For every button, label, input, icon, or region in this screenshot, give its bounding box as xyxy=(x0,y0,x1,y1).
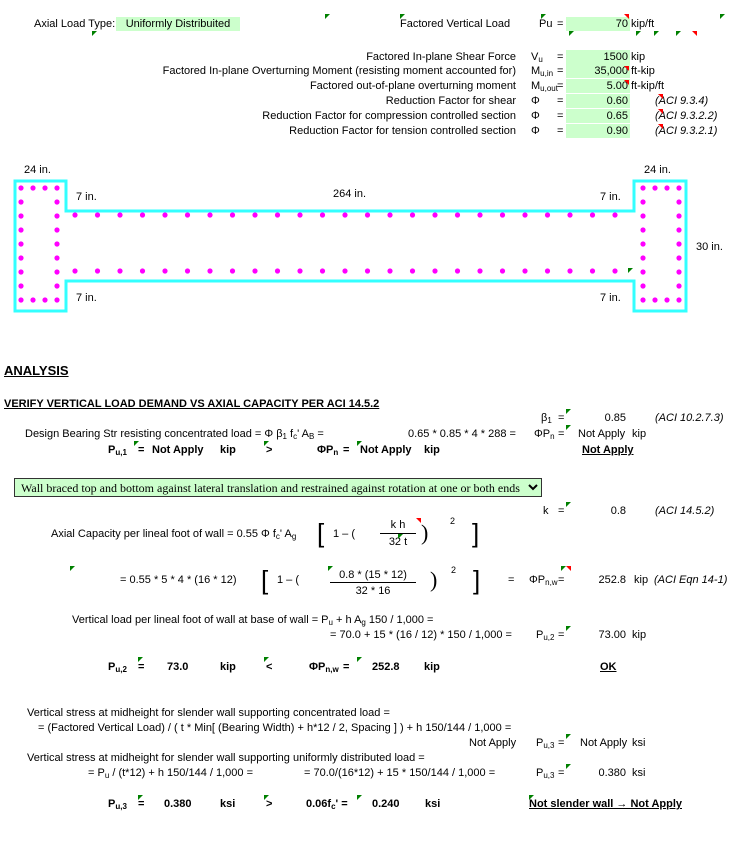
formula-one: 1 – ( xyxy=(333,528,356,540)
cell-marker xyxy=(70,566,75,571)
rebar-dot xyxy=(18,213,23,218)
rebar-dot xyxy=(95,268,100,273)
axial-load-type-label: Axial Load Type: xyxy=(34,18,116,30)
cell-marker xyxy=(264,657,269,662)
rebar-dot xyxy=(545,268,550,273)
cmp2-compare: < xyxy=(266,661,273,673)
input-eq: = xyxy=(557,80,564,92)
cell-marker xyxy=(566,566,571,571)
input-value[interactable]: 0.65 xyxy=(566,109,630,123)
rebar-dot xyxy=(117,268,122,273)
calc-prefix: = 0.55 * 5 * 4 * (16 * 12) xyxy=(120,574,237,586)
cell-marker xyxy=(720,14,725,19)
rebar-dot xyxy=(432,268,437,273)
rebar-dot xyxy=(230,268,235,273)
cmp3-limit-value: 0.240 xyxy=(372,798,400,810)
rebar-dot xyxy=(42,297,47,302)
analysis-heading: ANALYSIS xyxy=(4,363,69,378)
phipn2-symbol: $\Phi P_n$ xyxy=(317,444,339,457)
input-value[interactable]: 5.00 xyxy=(566,79,630,93)
rebar-dot xyxy=(640,185,645,190)
rebar-dot xyxy=(640,269,645,274)
cmp2-phi-symbol: $\Phi P_{n,w}$ xyxy=(309,661,339,674)
input-value[interactable]: 1500 xyxy=(566,50,630,64)
input-unit: kip xyxy=(631,51,646,63)
rebar-dot xyxy=(612,212,617,217)
cmp2-phi-value: 252.8 xyxy=(372,661,400,673)
phipn2-unit: kip xyxy=(424,444,440,456)
cell-marker xyxy=(357,441,362,446)
rebar-dot xyxy=(640,255,645,260)
cell-marker xyxy=(636,31,641,36)
cmp2-pu-symbol: $P_{u,2}$ xyxy=(108,661,127,674)
rebar-dot xyxy=(320,212,325,217)
check1-result: Not Apply xyxy=(582,444,634,456)
input-label: Factored In-plane Overturning Moment (resisting moment accounted for) xyxy=(162,65,516,77)
pu3b-eq: = xyxy=(558,767,565,779)
rebar-dot xyxy=(640,227,645,232)
rebar-dot xyxy=(54,185,59,190)
rebar-dot xyxy=(252,268,257,273)
beta1-eq: = xyxy=(558,412,565,424)
right-flange-width-label: 24 in. xyxy=(644,164,671,176)
pu3a-unit: ksi xyxy=(632,737,646,749)
cell-marker xyxy=(357,795,362,800)
bearing-calc: 0.65 * 0.85 * 4 * 288 = xyxy=(408,428,516,440)
rebar-dot xyxy=(676,185,681,190)
rebar-dot xyxy=(95,212,100,217)
input-unit: ft-kip xyxy=(631,65,655,77)
cmp3-pu-symbol: $P_{u,3}$ xyxy=(108,798,127,811)
cell-marker xyxy=(561,566,566,571)
cell-marker xyxy=(398,534,403,539)
depth-label: 30 in. xyxy=(696,241,723,253)
pu2-value: 73.00 xyxy=(598,629,626,641)
rebar-dot xyxy=(54,199,59,204)
check3-result: Not slender wall → Not Apply xyxy=(529,798,682,810)
input-unit: ft-kip/ft xyxy=(631,80,665,92)
cell-marker xyxy=(264,441,269,446)
cmp3-pu-eq: = xyxy=(138,798,145,810)
cell-marker xyxy=(624,14,629,19)
input-value[interactable]: 0.90 xyxy=(566,124,630,138)
pu3a-symbol: $P_{u,3}$ xyxy=(536,737,555,750)
cell-marker xyxy=(138,795,143,800)
pu1-symbol: $P_{u,1}$ xyxy=(108,444,127,457)
rebar-dot xyxy=(590,212,595,217)
rebar-dot xyxy=(676,227,681,232)
input-eq: = xyxy=(557,65,564,77)
rebar-dot xyxy=(676,213,681,218)
phipn2-eq: = xyxy=(343,444,350,456)
rebar-dot xyxy=(477,268,482,273)
input-symbol: Φ xyxy=(531,110,540,122)
input-label: Reduction Factor for compression controlled section xyxy=(262,110,516,122)
input-label: Factored out-of-plane overturning moment xyxy=(309,80,516,92)
cmp3-limit-unit: ksi xyxy=(425,798,441,810)
rebar-dot xyxy=(612,268,617,273)
formula-exponent: 2 xyxy=(450,516,456,526)
cmp2-phi-eq: = xyxy=(343,661,350,673)
cell-marker xyxy=(357,657,362,662)
cell-marker xyxy=(325,14,330,19)
pu-value[interactable]: 70 xyxy=(566,17,630,31)
beta1-value: 0.85 xyxy=(604,412,626,424)
rebar-dot xyxy=(640,297,645,302)
axial-capacity-label: Axial Capacity per lineal foot of wall = 0.55 Φ $f_c'$ $A_g$ xyxy=(51,528,297,541)
phipnw-eq: = xyxy=(558,574,565,586)
cell-marker xyxy=(134,441,139,446)
rebar-dot xyxy=(522,268,527,273)
cell-marker xyxy=(264,795,269,800)
cell-marker xyxy=(658,94,663,99)
rebar-dot xyxy=(676,199,681,204)
rebar-dot xyxy=(162,212,167,217)
vs-conc-label: Vertical stress at midheight for slender wall supporting concentrated load = xyxy=(27,707,390,719)
rebar-dot xyxy=(54,255,59,260)
input-ref: (ACI 9.3.2.1) xyxy=(655,125,718,137)
analysis-subheading: VERIFY VERTICAL LOAD DEMAND VS AXIAL CAPACITY PER ACI 14.5.2 xyxy=(4,398,380,410)
rebar-dot xyxy=(500,212,505,217)
input-symbol: Φ xyxy=(531,125,540,137)
rebar-dot xyxy=(410,268,415,273)
rebar-dot xyxy=(275,268,280,273)
phipnw-symbol: $\Phi P_{n,w}$ xyxy=(529,574,558,587)
cell-marker xyxy=(658,109,663,114)
wall-section-diagram xyxy=(0,0,747,330)
rebar-dot xyxy=(365,212,370,217)
rebar-dot xyxy=(387,268,392,273)
pu3b-unit: ksi xyxy=(632,767,646,779)
left-flange-width-label: 24 in. xyxy=(24,164,51,176)
factored-vertical-load-label: Factored Vertical Load xyxy=(400,18,511,30)
cmp3-pu-unit: ksi xyxy=(220,798,236,810)
rebar-dot xyxy=(72,212,77,217)
rebar-dot xyxy=(30,297,35,302)
rebar-dot xyxy=(320,268,325,273)
vs-conc-formula: = (Factored Vertical Load) / ( t * Min[ (Bearing Width) + h*12 / 2, Spacing ] ) + h 150/144 / 1,000 = xyxy=(38,722,512,734)
rebar-dot xyxy=(207,212,212,217)
rebar-dot xyxy=(676,297,681,302)
vs-unif-formula: = $P_u / (t*12) + h$ 150/144 / 1,000 = xyxy=(88,767,253,780)
rebar-dot xyxy=(185,212,190,217)
pu1-value: Not Apply xyxy=(152,444,204,456)
pu2-eq: = xyxy=(558,629,565,641)
rebar-dot xyxy=(676,269,681,274)
rebar-dot xyxy=(18,227,23,232)
vertical-load-calc: = 70.0 + 15 * (16 / 12) * 150 / 1,000 = xyxy=(330,629,512,641)
rebar-dot xyxy=(252,212,257,217)
cell-marker xyxy=(654,31,659,36)
input-label: Reduction Factor for shear xyxy=(385,95,516,107)
cell-marker xyxy=(529,795,534,800)
k-symbol: k xyxy=(543,505,549,517)
cmp2-pu-value: 73.0 xyxy=(167,661,189,673)
cell-marker xyxy=(628,268,633,273)
input-eq: = xyxy=(557,110,564,122)
bearing-label: Design Bearing Str resisting concentrated load = Φ $\beta_1$ $f_c'$ $A_B$ = xyxy=(25,428,324,441)
cell-marker xyxy=(400,14,405,19)
cmp2-phi-unit: kip xyxy=(424,661,440,673)
rebar-dot xyxy=(676,283,681,288)
phipn-value: Not Apply xyxy=(578,428,626,440)
pu1-compare: > xyxy=(266,444,273,456)
rebar-dot xyxy=(664,297,669,302)
rebar-dot xyxy=(652,185,657,190)
formula-denominator: 32 t xyxy=(388,536,408,548)
rebar-group xyxy=(18,185,681,302)
calc-bracket-open: [ xyxy=(261,565,269,595)
cell-marker xyxy=(566,626,571,631)
rebar-dot xyxy=(18,199,23,204)
bottom-left-offset-label: 7 in. xyxy=(76,292,97,304)
phipn-symbol: $\Phi P_n$ xyxy=(534,428,555,441)
cell-marker xyxy=(569,31,574,36)
cmp3-compare: > xyxy=(266,798,273,810)
rebar-dot xyxy=(18,269,23,274)
pu2-unit: kip xyxy=(632,629,647,641)
input-label: Reduction Factor for tension controlled section xyxy=(289,125,516,137)
phipnw-value: 252.8 xyxy=(598,574,626,586)
formula-numerator: k h xyxy=(390,519,406,531)
rebar-dot xyxy=(117,212,122,217)
cell-marker xyxy=(658,124,663,129)
rebar-dot xyxy=(42,185,47,190)
pu3a-value: Not Apply xyxy=(580,737,628,749)
axial-load-type-value[interactable]: Uniformly Distribuited xyxy=(116,17,240,31)
beta1-symbol: $\beta_1$ xyxy=(541,412,552,425)
rebar-dot xyxy=(342,212,347,217)
rebar-dot xyxy=(676,255,681,260)
calc-paren-close: ) xyxy=(430,567,438,592)
pu-symbol: Pu xyxy=(539,18,553,30)
rebar-dot xyxy=(18,255,23,260)
cmp3-limit-label: $0.06f_c'$ = xyxy=(306,798,348,811)
boundary-condition-select[interactable] xyxy=(14,478,542,497)
input-eq: = xyxy=(557,95,564,107)
rebar-dot xyxy=(72,268,77,273)
cell-marker xyxy=(541,14,546,19)
pu1-eq: = xyxy=(138,444,145,456)
phipn-eq: = xyxy=(558,428,565,440)
input-symbol: $M_{u,out}$ xyxy=(531,80,558,93)
phipn2-value: Not Apply xyxy=(360,444,412,456)
pu-unit: kip/ft xyxy=(631,18,655,30)
vs-unif-label: Vertical stress at midheight for slender wall supporting uniformly distributed load = xyxy=(27,752,425,764)
cell-marker xyxy=(416,518,421,523)
formula-bracket-open: [ xyxy=(317,518,325,548)
formula-paren-close: ) xyxy=(421,520,429,545)
cell-marker xyxy=(624,66,629,71)
rebar-dot xyxy=(567,212,572,217)
wall-section-outline xyxy=(15,181,686,311)
pu3b-symbol: $P_{u,3}$ xyxy=(536,767,555,780)
input-label: Factored In-plane Shear Force xyxy=(366,51,516,63)
rebar-dot xyxy=(140,268,145,273)
rebar-dot xyxy=(365,268,370,273)
formula-bracket-close: ] xyxy=(472,518,480,548)
beta1-ref: (ACI 10.2.7.3) xyxy=(655,412,724,424)
phipn-unit: kip xyxy=(632,428,647,440)
input-symbol: $M_{u,in}$ xyxy=(531,65,554,78)
rebar-dot xyxy=(18,241,23,246)
rebar-dot xyxy=(18,297,23,302)
web-length-label: 264 in. xyxy=(333,188,367,200)
calc-bracket-close: ] xyxy=(473,565,481,595)
k-ref: (ACI 14.5.2) xyxy=(655,505,715,517)
k-eq: = xyxy=(558,505,565,517)
rebar-dot xyxy=(185,268,190,273)
calc-fraction-line xyxy=(330,582,416,583)
rebar-dot xyxy=(297,268,302,273)
cell-marker xyxy=(566,425,571,430)
cell-marker xyxy=(566,734,571,739)
pu2-symbol: $P_{u,2}$ xyxy=(536,629,555,642)
cell-marker xyxy=(692,31,697,36)
rebar-dot xyxy=(297,212,302,217)
rebar-dot xyxy=(410,212,415,217)
top-right-offset-label: 7 in. xyxy=(600,191,621,203)
input-value[interactable]: 0.60 xyxy=(566,94,630,108)
calc-numerator: 0.8 * (15 * 12) xyxy=(339,569,407,581)
rebar-dot xyxy=(676,241,681,246)
input-ref: (ACI 9.3.4) xyxy=(655,95,709,107)
rebar-dot xyxy=(455,268,460,273)
phipnw-unit: kip xyxy=(634,574,649,586)
cell-marker xyxy=(566,502,571,507)
rebar-dot xyxy=(387,212,392,217)
pu1-unit: kip xyxy=(220,444,236,456)
rebar-dot xyxy=(455,212,460,217)
input-ref: (ACI 9.3.2.2) xyxy=(655,110,718,122)
calc-eq: = xyxy=(508,574,515,586)
pu-eq: = xyxy=(557,18,564,30)
cell-marker xyxy=(624,80,629,85)
cell-marker xyxy=(566,409,571,414)
rebar-dot xyxy=(590,268,595,273)
check2-result: OK xyxy=(600,661,617,673)
rebar-dot xyxy=(545,212,550,217)
cell-marker xyxy=(676,31,681,36)
vs-unif-calc: = 70.0/(16*12) + 15 * 150/144 / 1,000 = xyxy=(304,767,496,779)
rebar-dot xyxy=(54,283,59,288)
calc-exponent: 2 xyxy=(451,565,457,575)
rebar-dot xyxy=(18,185,23,190)
rebar-dot xyxy=(640,283,645,288)
rebar-dot xyxy=(522,212,527,217)
input-eq: = xyxy=(557,125,564,137)
calc-one: 1 – ( xyxy=(277,574,300,586)
rebar-dot xyxy=(500,268,505,273)
rebar-dot xyxy=(54,297,59,302)
rebar-dot xyxy=(162,268,167,273)
rebar-dot xyxy=(567,268,572,273)
cmp2-pu-eq: = xyxy=(138,661,145,673)
rebar-dot xyxy=(230,212,235,217)
input-symbol: $V_u$ xyxy=(531,51,543,64)
rebar-dot xyxy=(207,268,212,273)
k-value: 0.8 xyxy=(610,505,626,517)
rebar-dot xyxy=(664,185,669,190)
rebar-dot xyxy=(54,241,59,246)
input-eq: = xyxy=(557,51,564,63)
rebar-dot xyxy=(275,212,280,217)
cell-marker xyxy=(92,31,97,36)
rebar-dot xyxy=(477,212,482,217)
rebar-dot xyxy=(640,199,645,204)
rebar-dot xyxy=(30,185,35,190)
bottom-right-offset-label: 7 in. xyxy=(600,292,621,304)
cmp2-pu-unit: kip xyxy=(220,661,236,673)
input-value[interactable]: 35,000 xyxy=(566,64,630,78)
input-symbol: Φ xyxy=(531,95,540,107)
cell-marker xyxy=(328,566,333,571)
phipnw-ref: (ACI Eqn 14-1) xyxy=(654,574,728,586)
pu3b-value: 0.380 xyxy=(598,767,626,779)
cell-marker xyxy=(138,657,143,662)
vertical-load-label: Vertical load per lineal foot of wall at base of wall = $P_u + h$ $A_g$ 150 / 1,000 = xyxy=(72,614,434,627)
vs-conc-result: Not Apply xyxy=(469,737,517,749)
rebar-dot xyxy=(640,241,645,246)
rebar-dot xyxy=(640,213,645,218)
calc-denominator: 32 * 16 xyxy=(355,585,391,597)
rebar-dot xyxy=(140,212,145,217)
top-left-offset-label: 7 in. xyxy=(76,191,97,203)
rebar-dot xyxy=(342,268,347,273)
rebar-dot xyxy=(432,212,437,217)
rebar-dot xyxy=(54,213,59,218)
cmp3-pu-value: 0.380 xyxy=(164,798,192,810)
rebar-dot xyxy=(54,227,59,232)
rebar-dot xyxy=(54,269,59,274)
pu3a-eq: = xyxy=(558,737,565,749)
rebar-dot xyxy=(652,297,657,302)
rebar-dot xyxy=(18,283,23,288)
cell-marker xyxy=(566,764,571,769)
